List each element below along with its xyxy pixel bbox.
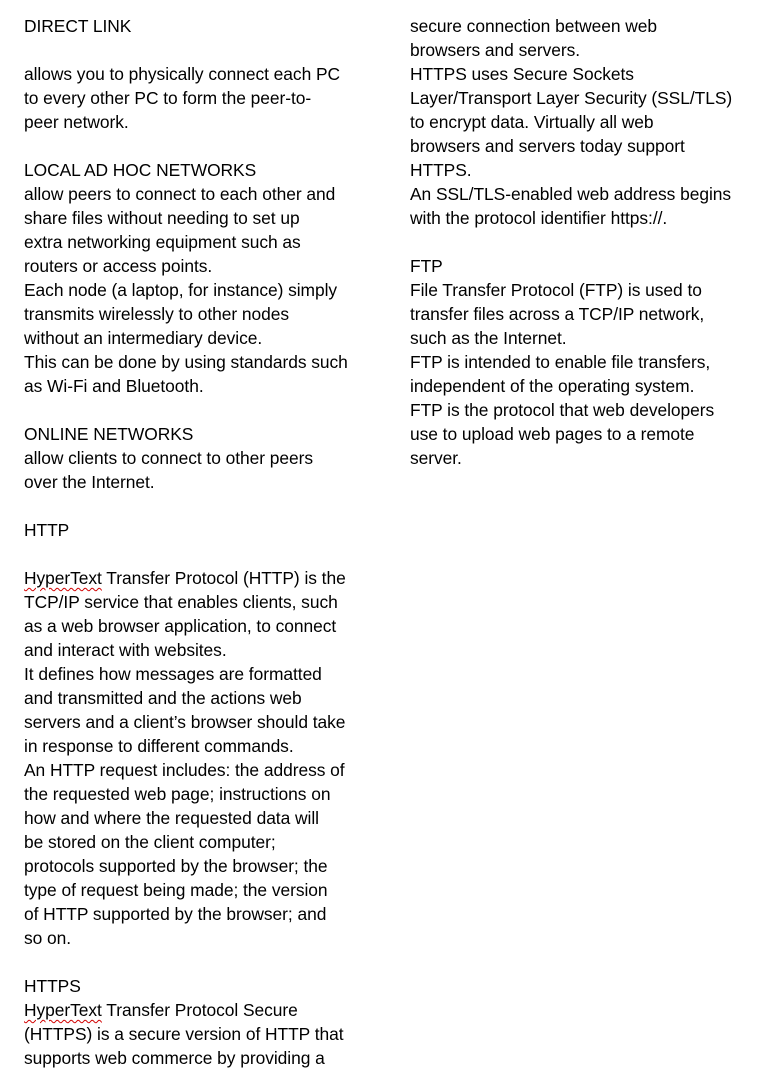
spacer <box>24 38 364 62</box>
paragraph-line: supports web commerce by providing a <box>24 1048 325 1068</box>
spacer <box>24 398 364 422</box>
paragraph-line: An HTTP request includes: the address of <box>24 760 345 780</box>
section-heading-http: HTTP <box>24 520 70 540</box>
paragraph-line: to every other PC to form the peer-to- <box>24 88 312 108</box>
spacer <box>24 134 364 158</box>
paragraph-line: Layer/Transport Layer Security (SSL/TLS) <box>410 88 733 108</box>
spacer <box>24 494 364 518</box>
paragraph-line: HTTPS uses Secure Sockets <box>410 64 634 84</box>
paragraph-line: how and where the requested data will <box>24 808 319 828</box>
paragraph-line: peer network. <box>24 112 129 132</box>
paragraph-line: and interact with websites. <box>24 640 227 660</box>
paragraph-line: HTTPS. <box>410 160 472 180</box>
paragraph-line-rest: Transfer Protocol Secure <box>101 1000 298 1020</box>
paragraph-line: TCP/IP service that enables clients, such <box>24 592 338 612</box>
paragraph-line: transmits wirelessly to other nodes <box>24 304 290 324</box>
section-heading-local-ad-hoc: LOCAL AD HOC NETWORKS <box>24 160 257 180</box>
paragraph-line: and transmitted and the actions web <box>24 688 302 708</box>
paragraph-line: of HTTP supported by the browser; and <box>24 904 327 924</box>
paragraph-line: FTP is intended to enable file transfers, <box>410 352 711 372</box>
paragraph-line: routers or access points. <box>24 256 213 276</box>
paragraph-line: over the Internet. <box>24 472 155 492</box>
paragraph-line: as a web browser application, to connect <box>24 616 337 636</box>
spacer <box>24 542 364 566</box>
spellcheck-word[interactable]: HyperText <box>24 1000 102 1020</box>
spacer <box>410 230 745 254</box>
spellcheck-word[interactable]: HyperText <box>24 568 102 588</box>
paragraph-line: be stored on the client computer; <box>24 832 276 852</box>
paragraph-line: This can be done by using standards such <box>24 352 348 372</box>
section-heading-https: HTTPS <box>24 976 81 996</box>
paragraph-line: File Transfer Protocol (FTP) is used to <box>410 280 702 300</box>
paragraph-line: independent of the operating system. <box>410 376 695 396</box>
paragraph-line: secure connection between web <box>410 16 658 36</box>
paragraph-line: (HTTPS) is a secure version of HTTP that <box>24 1024 344 1044</box>
left-column <box>24 14 364 1070</box>
paragraph-line: the requested web page; instructions on <box>24 784 331 804</box>
paragraph-line: without an intermediary device. <box>24 328 263 348</box>
paragraph-line: allow clients to connect to other peers <box>24 448 314 468</box>
paragraph-line: type of request being made; the version <box>24 880 328 900</box>
paragraph-line: in response to different commands. <box>24 736 294 756</box>
section-heading-direct-link: DIRECT LINK <box>24 16 132 36</box>
section-heading-online-networks: ONLINE NETWORKS <box>24 424 194 444</box>
paragraph-line: Each node (a laptop, for instance) simply <box>24 280 338 300</box>
paragraph-line <box>24 998 364 1022</box>
paragraph-line: servers and a client’s browser should take <box>24 712 346 732</box>
paragraph-line: to encrypt data. Virtually all web <box>410 112 654 132</box>
paragraph-line: protocols supported by the browser; the <box>24 856 328 876</box>
paragraph-line: It defines how messages are formatted <box>24 664 322 684</box>
paragraph-line-rest: Transfer Protocol (HTTP) is the <box>101 568 346 588</box>
paragraph-line: share files without needing to set up <box>24 208 300 228</box>
paragraph-line: server. <box>410 448 462 468</box>
paragraph-line: allow peers to connect to each other and <box>24 184 336 204</box>
paragraph-line: use to upload web pages to a remote <box>410 424 695 444</box>
spacer <box>24 950 364 974</box>
paragraph-line: such as the Internet. <box>410 328 567 348</box>
paragraph-line: An SSL/TLS-enabled web address begins <box>410 184 732 204</box>
paragraph-line: browsers and servers today support <box>410 136 685 156</box>
paragraph-line: browsers and servers. <box>410 40 581 60</box>
right-column <box>410 14 745 470</box>
paragraph-line: extra networking equipment such as <box>24 232 301 252</box>
paragraph-line: transfer files across a TCP/IP network, <box>410 304 705 324</box>
paragraph-line: FTP is the protocol that web developers <box>410 400 715 420</box>
paragraph-line <box>24 566 364 590</box>
paragraph-line: allows you to physically connect each PC <box>24 64 341 84</box>
paragraph-line: with the protocol identifier https://. <box>410 208 668 228</box>
paragraph-line: so on. <box>24 928 72 948</box>
paragraph-line: as Wi-Fi and Bluetooth. <box>24 376 204 396</box>
section-heading-ftp: FTP <box>410 256 443 276</box>
